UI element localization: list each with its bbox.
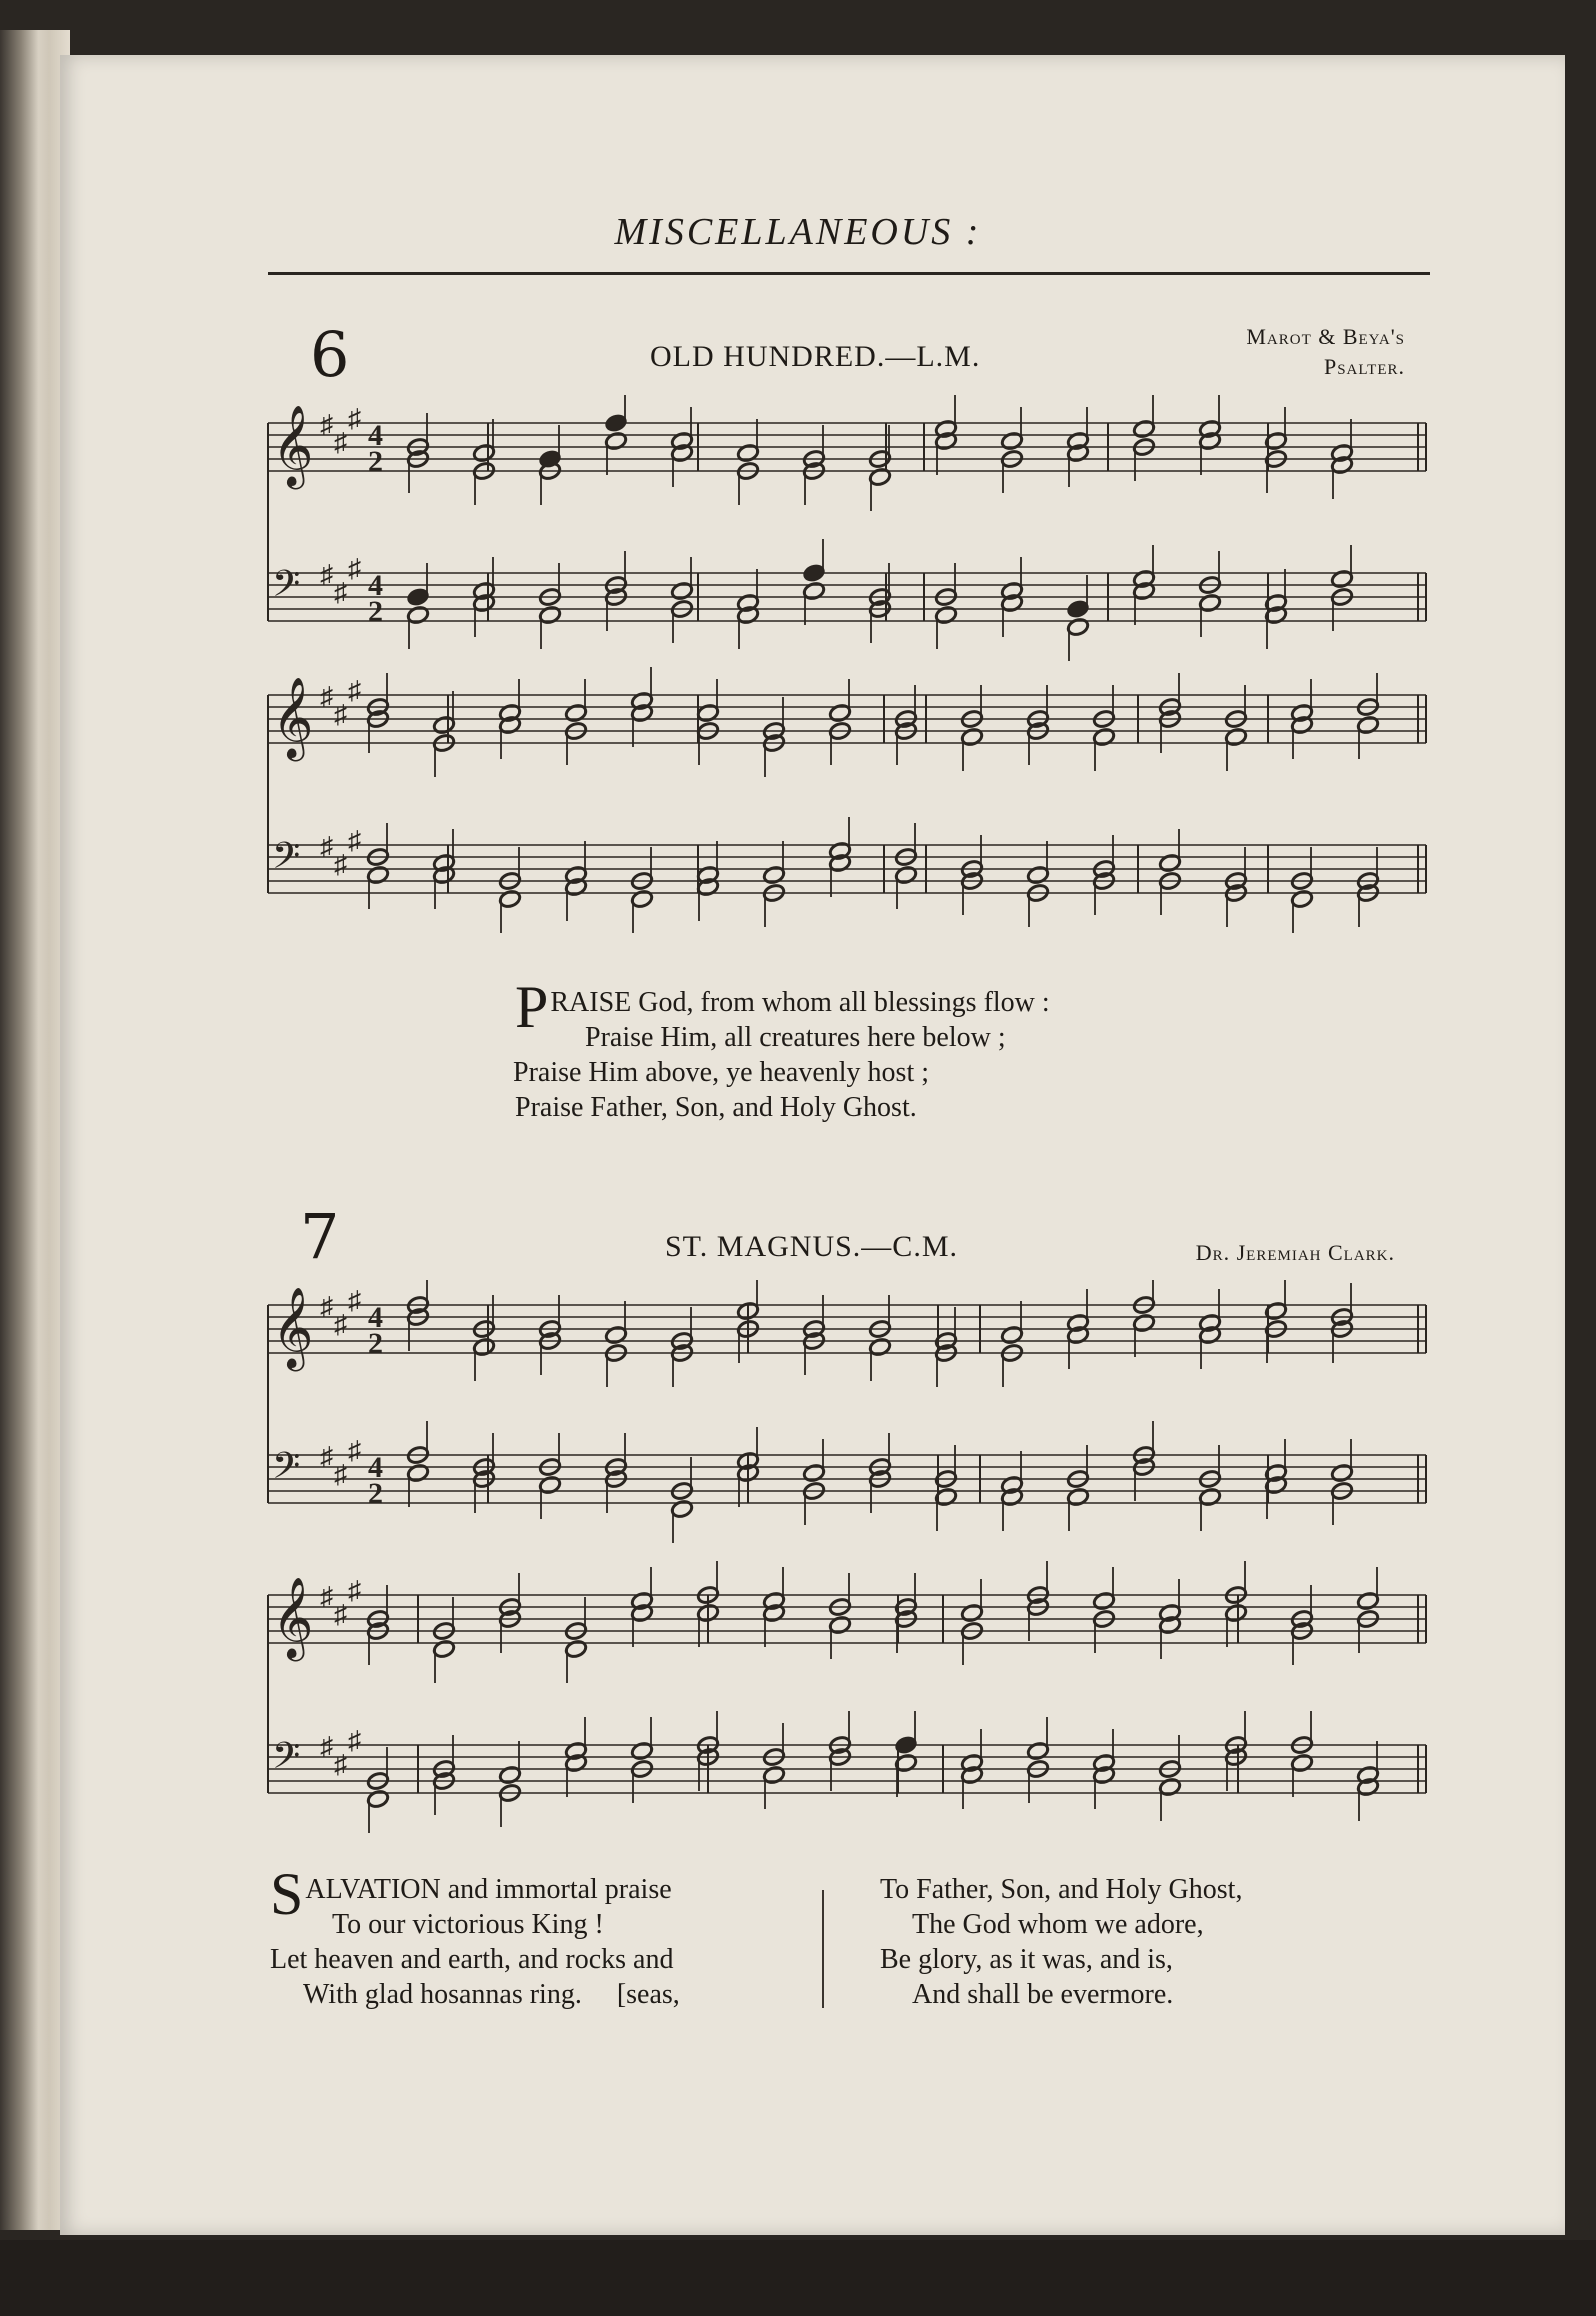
verse-line-1: RAISE God, from whom all blessings flow : [550,987,1050,1018]
time-signature-bottom: 2 [368,1477,383,1510]
sharp-icon: ♯ [320,410,333,439]
sharp-icon: ♯ [334,700,347,729]
sharp-icon: ♯ [334,1310,347,1339]
bass-clef-icon: 𝄢 [272,563,301,614]
hymn-number-7: 7 [300,1200,340,1273]
verse-column-divider [822,1890,824,2008]
verse-line-1: ALVATION and immortal praise [305,1874,672,1905]
score-system-2 [268,1561,1426,1833]
time-signature-bottom: 2 [368,1327,383,1360]
verse-line-4: With glad hosannas ring. [seas, [303,1979,680,2010]
sharp-icon: ♯ [320,1292,333,1321]
composer-line-1: Marot & Beya's [1246,324,1405,349]
verse-line-3: Be glory, as it was, and is, [880,1944,1173,1975]
sharp-icon: ♯ [348,1726,361,1755]
sharp-icon: ♯ [334,1600,347,1629]
treble-clef-icon: 𝄞 [272,1576,314,1658]
bass-clef-icon: 𝄢 [272,1445,301,1496]
book-bottom-edge [0,2240,1596,2316]
time-signature-top: 4 [368,1301,383,1334]
sharp-icon: ♯ [320,560,333,589]
verse-line-2: To our victorious King ! [332,1909,604,1940]
verse-line-3: Let heaven and earth, and rocks and [270,1944,674,1975]
sharp-icon: ♯ [320,682,333,711]
treble-clef-icon: 𝄞 [272,1286,314,1368]
verse-line-1: To Father, Son, and Holy Ghost, [880,1874,1243,1905]
sharp-icon: ♯ [334,850,347,879]
dropcap-s: S [270,1861,304,1927]
sharp-icon: ♯ [334,1460,347,1489]
verse-line-2: The God whom we adore, [912,1909,1204,1940]
bass-clef-icon: 𝄢 [272,1735,301,1786]
composer-jeremiah-clark [1050,1238,1395,1268]
verse-line-3: Praise Him above, ye heavenly host ; [513,1057,930,1088]
tune-title-st-magnus: ST. MAGNUS.—C.M. [665,1230,958,1263]
verse-salvation-left [270,1861,680,2012]
time-signature-bottom: 2 [368,595,383,628]
treble-staff [268,395,1426,511]
bass-staff [268,817,1426,933]
hymn-number-6: 6 [310,318,350,391]
dropcap-p: P [515,974,549,1040]
sharp-icon: ♯ [348,826,361,855]
score-system-1 [268,1280,1426,1543]
time-signature-top: 4 [368,569,383,602]
running-head: MISCELLANEOUS : [614,211,982,253]
running-head-rule [268,272,1430,275]
sharp-icon: ♯ [348,676,361,705]
bass-staff [268,539,1426,661]
tune-title-old-hundred: OLD HUNDRED.—L.M. [650,340,981,373]
time-signature-bottom: 2 [368,445,383,478]
bass-clef-icon: 𝄢 [272,835,301,886]
sharp-icon: ♯ [348,1436,361,1465]
verse-line-2: Praise Him, all creatures here below ; [585,1022,1006,1053]
sharp-icon: ♯ [348,554,361,583]
time-signature-top: 4 [368,419,383,452]
treble-staff [268,1280,1426,1387]
sharp-icon: ♯ [348,404,361,433]
treble-staff [268,667,1426,777]
score-system-2 [268,667,1426,933]
sharp-icon: ♯ [334,1750,347,1779]
music-score-st-magnus [258,1280,1438,1840]
composer-marot-beza [1080,322,1405,382]
verse-salvation-right [880,1872,1242,2012]
verse-line-4: Praise Father, Son, and Holy Ghost. [515,1092,917,1123]
verse-doxology [513,974,1050,1125]
sharp-icon: ♯ [348,1576,361,1605]
music-score-old-hundred [258,395,1438,940]
verse-line-4: And shall be evermore. [912,1979,1174,2010]
composer-line-1: Dr. Jeremiah Clark. [1195,1240,1395,1265]
sharp-icon: ♯ [320,1582,333,1611]
sharp-icon: ♯ [348,1286,361,1315]
bass-staff [268,1421,1426,1543]
treble-clef-icon: 𝄞 [272,404,314,486]
treble-clef-icon: 𝄞 [272,676,314,758]
treble-staff [268,1561,1426,1683]
sharp-icon: ♯ [320,1442,333,1471]
sharp-icon: ♯ [334,578,347,607]
sharp-icon: ♯ [334,428,347,457]
time-signature-top: 4 [368,1451,383,1484]
composer-line-2: Psalter. [1323,354,1405,379]
score-system-1 [268,395,1426,661]
sharp-icon: ♯ [320,1732,333,1761]
bass-staff [268,1711,1426,1833]
sharp-icon: ♯ [320,832,333,861]
